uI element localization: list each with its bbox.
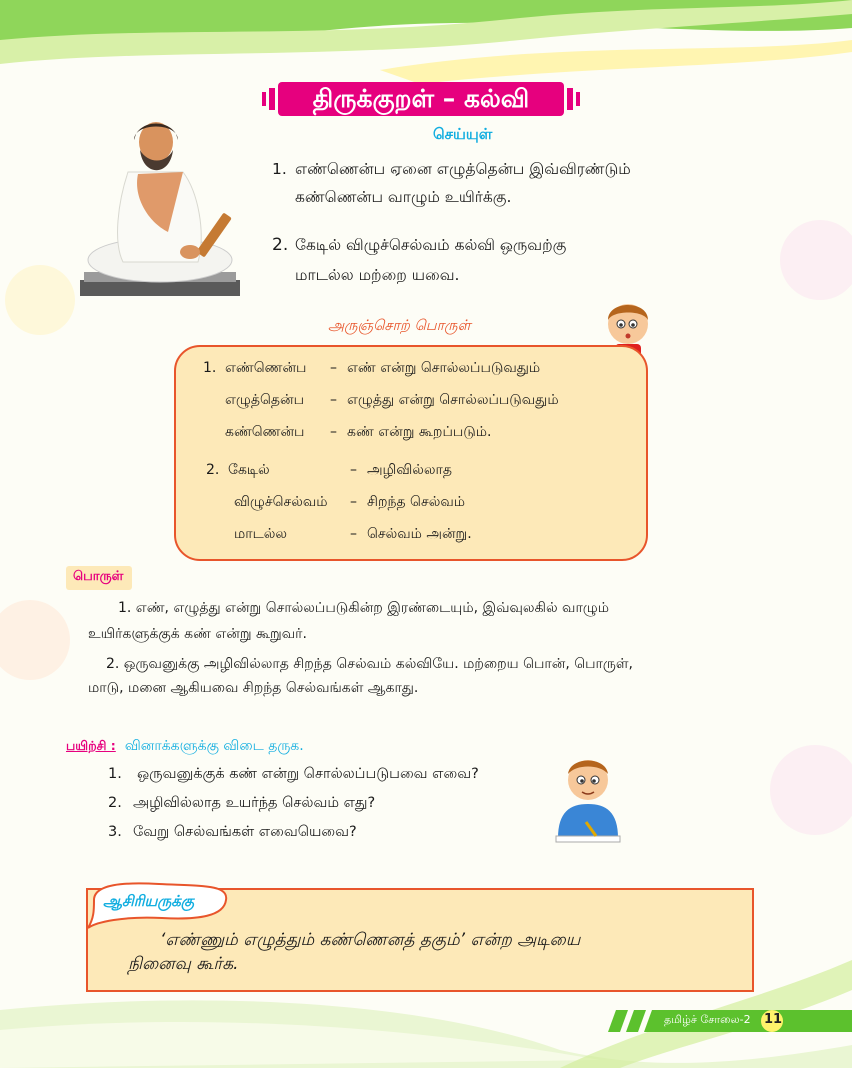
glossary-heading: அருஞ்சொற் பொருள் xyxy=(328,318,471,334)
writing-boy-illustration xyxy=(552,752,624,844)
glossary-3-meaning: கண் என்று கூறப்படும். xyxy=(347,424,492,440)
exercise-header xyxy=(66,735,304,756)
glossary-6-sep: – xyxy=(350,526,357,542)
teacher-note-line-2: நினைவு கூர்க. xyxy=(128,954,239,974)
glossary-5-word: விழுச்செல்வம் xyxy=(234,494,328,510)
verse-2-number: 2. xyxy=(272,235,289,255)
meaning-heading-tag xyxy=(66,566,132,590)
verse-2-line-2: மாடல்ல மற்றை யவை. xyxy=(295,266,460,284)
glossary-4-number: 2. xyxy=(206,462,220,478)
teacher-label: ஆசிரியருக்கு xyxy=(103,892,195,910)
verse-1-line-1: எண்ணென்ப ஏனை எழுத்தென்ப இவ்விரண்டும் xyxy=(295,160,631,178)
verse-1-line-2: கண்ணென்ப வாழும் உயிர்க்கு. xyxy=(295,188,512,206)
meaning-p1-line1: 1. எண், எழுத்து என்று சொல்லப்படுகின்ற இரண்டையும், இவ்வுலகில் வாழும் xyxy=(118,600,609,616)
glossary-3-word: கண்ணென்ப xyxy=(225,424,305,440)
glossary-1-word: எண்ணென்ப xyxy=(225,360,307,376)
meaning-heading: பொருள் xyxy=(73,569,124,584)
exercise-label: பயிற்சி : xyxy=(66,738,116,753)
glossary-6-meaning: செல்வம் அன்று. xyxy=(367,526,472,542)
page-number: 11 xyxy=(764,1012,783,1027)
glossary-5-sep: – xyxy=(350,494,357,510)
glossary-4-sep: – xyxy=(350,462,357,478)
verse-heading: செய்யுள் xyxy=(433,125,493,143)
question-2-number: 2. xyxy=(108,795,122,811)
question-3-number: 3. xyxy=(108,824,122,840)
meaning-p2-line2: மாடு, மனை ஆகியவை சிறந்த செல்வங்கள் ஆகாது. xyxy=(88,680,419,696)
verse-1-number: 1. xyxy=(272,160,287,178)
exercise-instruction: வினாக்களுக்கு விடை தருக. xyxy=(124,738,304,754)
glossary-2-meaning: எழுத்து என்று சொல்லப்படுவதும் xyxy=(347,392,559,408)
glossary-6-word: மாடல்ல xyxy=(234,526,287,542)
glossary-1-sep: – xyxy=(330,360,337,376)
glossary-2-sep: – xyxy=(330,392,337,408)
glossary-4-word: கேடில் xyxy=(228,462,270,478)
question-1-text: ஒருவனுக்குக் கண் என்று சொல்லப்படுபவை எவை? xyxy=(137,766,479,782)
question-3-text: வேறு செல்வங்கள் எவையெவை? xyxy=(133,824,357,840)
meaning-p1-line2: உயிர்களுக்குக் கண் என்று கூறுவர். xyxy=(88,626,307,642)
title-banner xyxy=(262,78,580,120)
page-title: திருக்குறள் – கல்வி xyxy=(312,84,530,113)
verse-2-line-1: கேடில் விழுச்செல்வம் கல்வி ஒருவற்கு xyxy=(295,236,567,254)
teacher-note-line-1: ‘எண்ணும் எழுத்தும் கண்ணெனத் தகும்’ என்ற அடியை xyxy=(160,930,581,950)
glossary-5-meaning: சிறந்த செல்வம் xyxy=(367,494,465,510)
meaning-p2-line1: 2. ஒருவனுக்கு அழிவில்லாத சிறந்த செல்வம் கல்வியே. மற்றைய பொன், பொருள், xyxy=(106,656,633,672)
glossary-1-meaning: எண் என்று சொல்லப்படுவதும் xyxy=(347,360,541,376)
glossary-4-meaning: அழிவில்லாத xyxy=(367,462,452,478)
glossary-2-word: எழுத்தென்ப xyxy=(225,392,305,408)
glossary-3-sep: – xyxy=(330,424,337,440)
question-2-text: அழிவில்லாத உயர்ந்த செல்வம் எது? xyxy=(133,795,376,811)
footer-book-title: தமிழ்ச் சோலை-2 xyxy=(664,1013,751,1026)
thiruvalluvar-illustration xyxy=(78,112,248,302)
question-1-number: 1. xyxy=(108,766,122,782)
glossary-1-number: 1. xyxy=(203,360,217,376)
